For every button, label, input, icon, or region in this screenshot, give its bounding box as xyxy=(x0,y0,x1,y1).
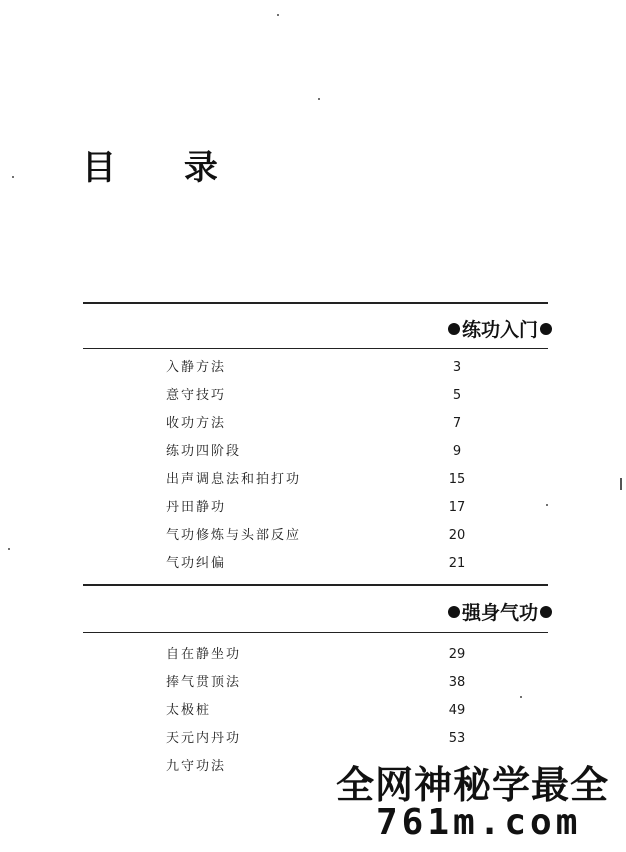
scan-speck xyxy=(12,176,14,178)
toc-entry-title: 练功四阶段 xyxy=(166,444,242,459)
toc-list xyxy=(166,354,466,578)
scan-speck xyxy=(318,98,320,100)
toc-entry-title: 丹田静功 xyxy=(166,500,227,515)
section-title: 练功入门 xyxy=(461,319,538,341)
toc-entry[interactable] xyxy=(166,466,466,494)
watermark-text: 全网神秘学最全 xyxy=(336,763,610,807)
scan-speck xyxy=(520,696,522,698)
scan-speck xyxy=(546,504,548,506)
toc-entry-title: 收功方法 xyxy=(166,416,227,431)
toc-entry-page: 5 xyxy=(452,388,462,403)
toc-entry[interactable] xyxy=(166,725,466,753)
toc-entry[interactable] xyxy=(166,438,466,466)
bullet-icon xyxy=(448,606,460,618)
toc-entry-title: 捧气贯顶法 xyxy=(166,675,242,690)
toc-entry-page: 7 xyxy=(452,416,462,431)
toc-entry[interactable] xyxy=(166,550,466,578)
toc-entry[interactable] xyxy=(166,669,466,697)
toc-entry-page: 9 xyxy=(452,444,462,459)
watermark xyxy=(330,752,626,852)
scan-speck xyxy=(277,14,279,16)
bullet-icon xyxy=(540,323,552,335)
section-heading xyxy=(448,598,552,625)
toc-entry-title: 气功纠偏 xyxy=(166,556,227,571)
watermark-url: 761m.com xyxy=(376,802,582,843)
bullet-icon xyxy=(540,606,552,618)
toc-entry-title: 意守技巧 xyxy=(166,388,227,403)
section-heading xyxy=(448,315,552,342)
toc-entry-page: 17 xyxy=(448,500,466,515)
toc-entry-title: 出声调息法和拍打功 xyxy=(166,472,302,487)
toc-entry-page: 3 xyxy=(452,360,462,375)
toc-entry-title: 天元内丹功 xyxy=(166,731,242,746)
toc-entry-title: 气功修炼与头部反应 xyxy=(166,528,302,543)
toc-entry-page: 38 xyxy=(448,675,466,690)
toc-entry[interactable] xyxy=(166,641,466,669)
section-rule-top xyxy=(83,584,548,586)
toc-entry-title: 九守功法 xyxy=(166,759,227,774)
toc-entry-page: 53 xyxy=(448,731,466,746)
scan-speck xyxy=(8,548,10,550)
toc-entry-page: 20 xyxy=(448,528,466,543)
toc-entry-page: 21 xyxy=(448,556,466,571)
toc-entry-page: 15 xyxy=(448,472,466,487)
section-rule-top xyxy=(83,302,548,304)
toc-entry-page: 29 xyxy=(448,647,466,662)
section-rule-bottom xyxy=(83,348,548,349)
toc-entry[interactable] xyxy=(166,410,466,438)
toc-entry-page: 49 xyxy=(448,703,466,718)
toc-entry[interactable] xyxy=(166,354,466,382)
section-title: 强身气功 xyxy=(461,602,538,624)
page-title: 目 录 xyxy=(82,148,246,188)
toc-entry[interactable] xyxy=(166,382,466,410)
scan-edge-mark xyxy=(620,478,622,490)
toc-entry[interactable] xyxy=(166,494,466,522)
toc-entry-title: 自在静坐功 xyxy=(166,647,242,662)
toc-entry[interactable] xyxy=(166,522,466,550)
section-rule-bottom xyxy=(83,632,548,633)
toc-entry-title: 入静方法 xyxy=(166,360,227,375)
toc-entry-title: 太极桩 xyxy=(166,703,212,718)
bullet-icon xyxy=(448,323,460,335)
toc-entry[interactable] xyxy=(166,697,466,725)
